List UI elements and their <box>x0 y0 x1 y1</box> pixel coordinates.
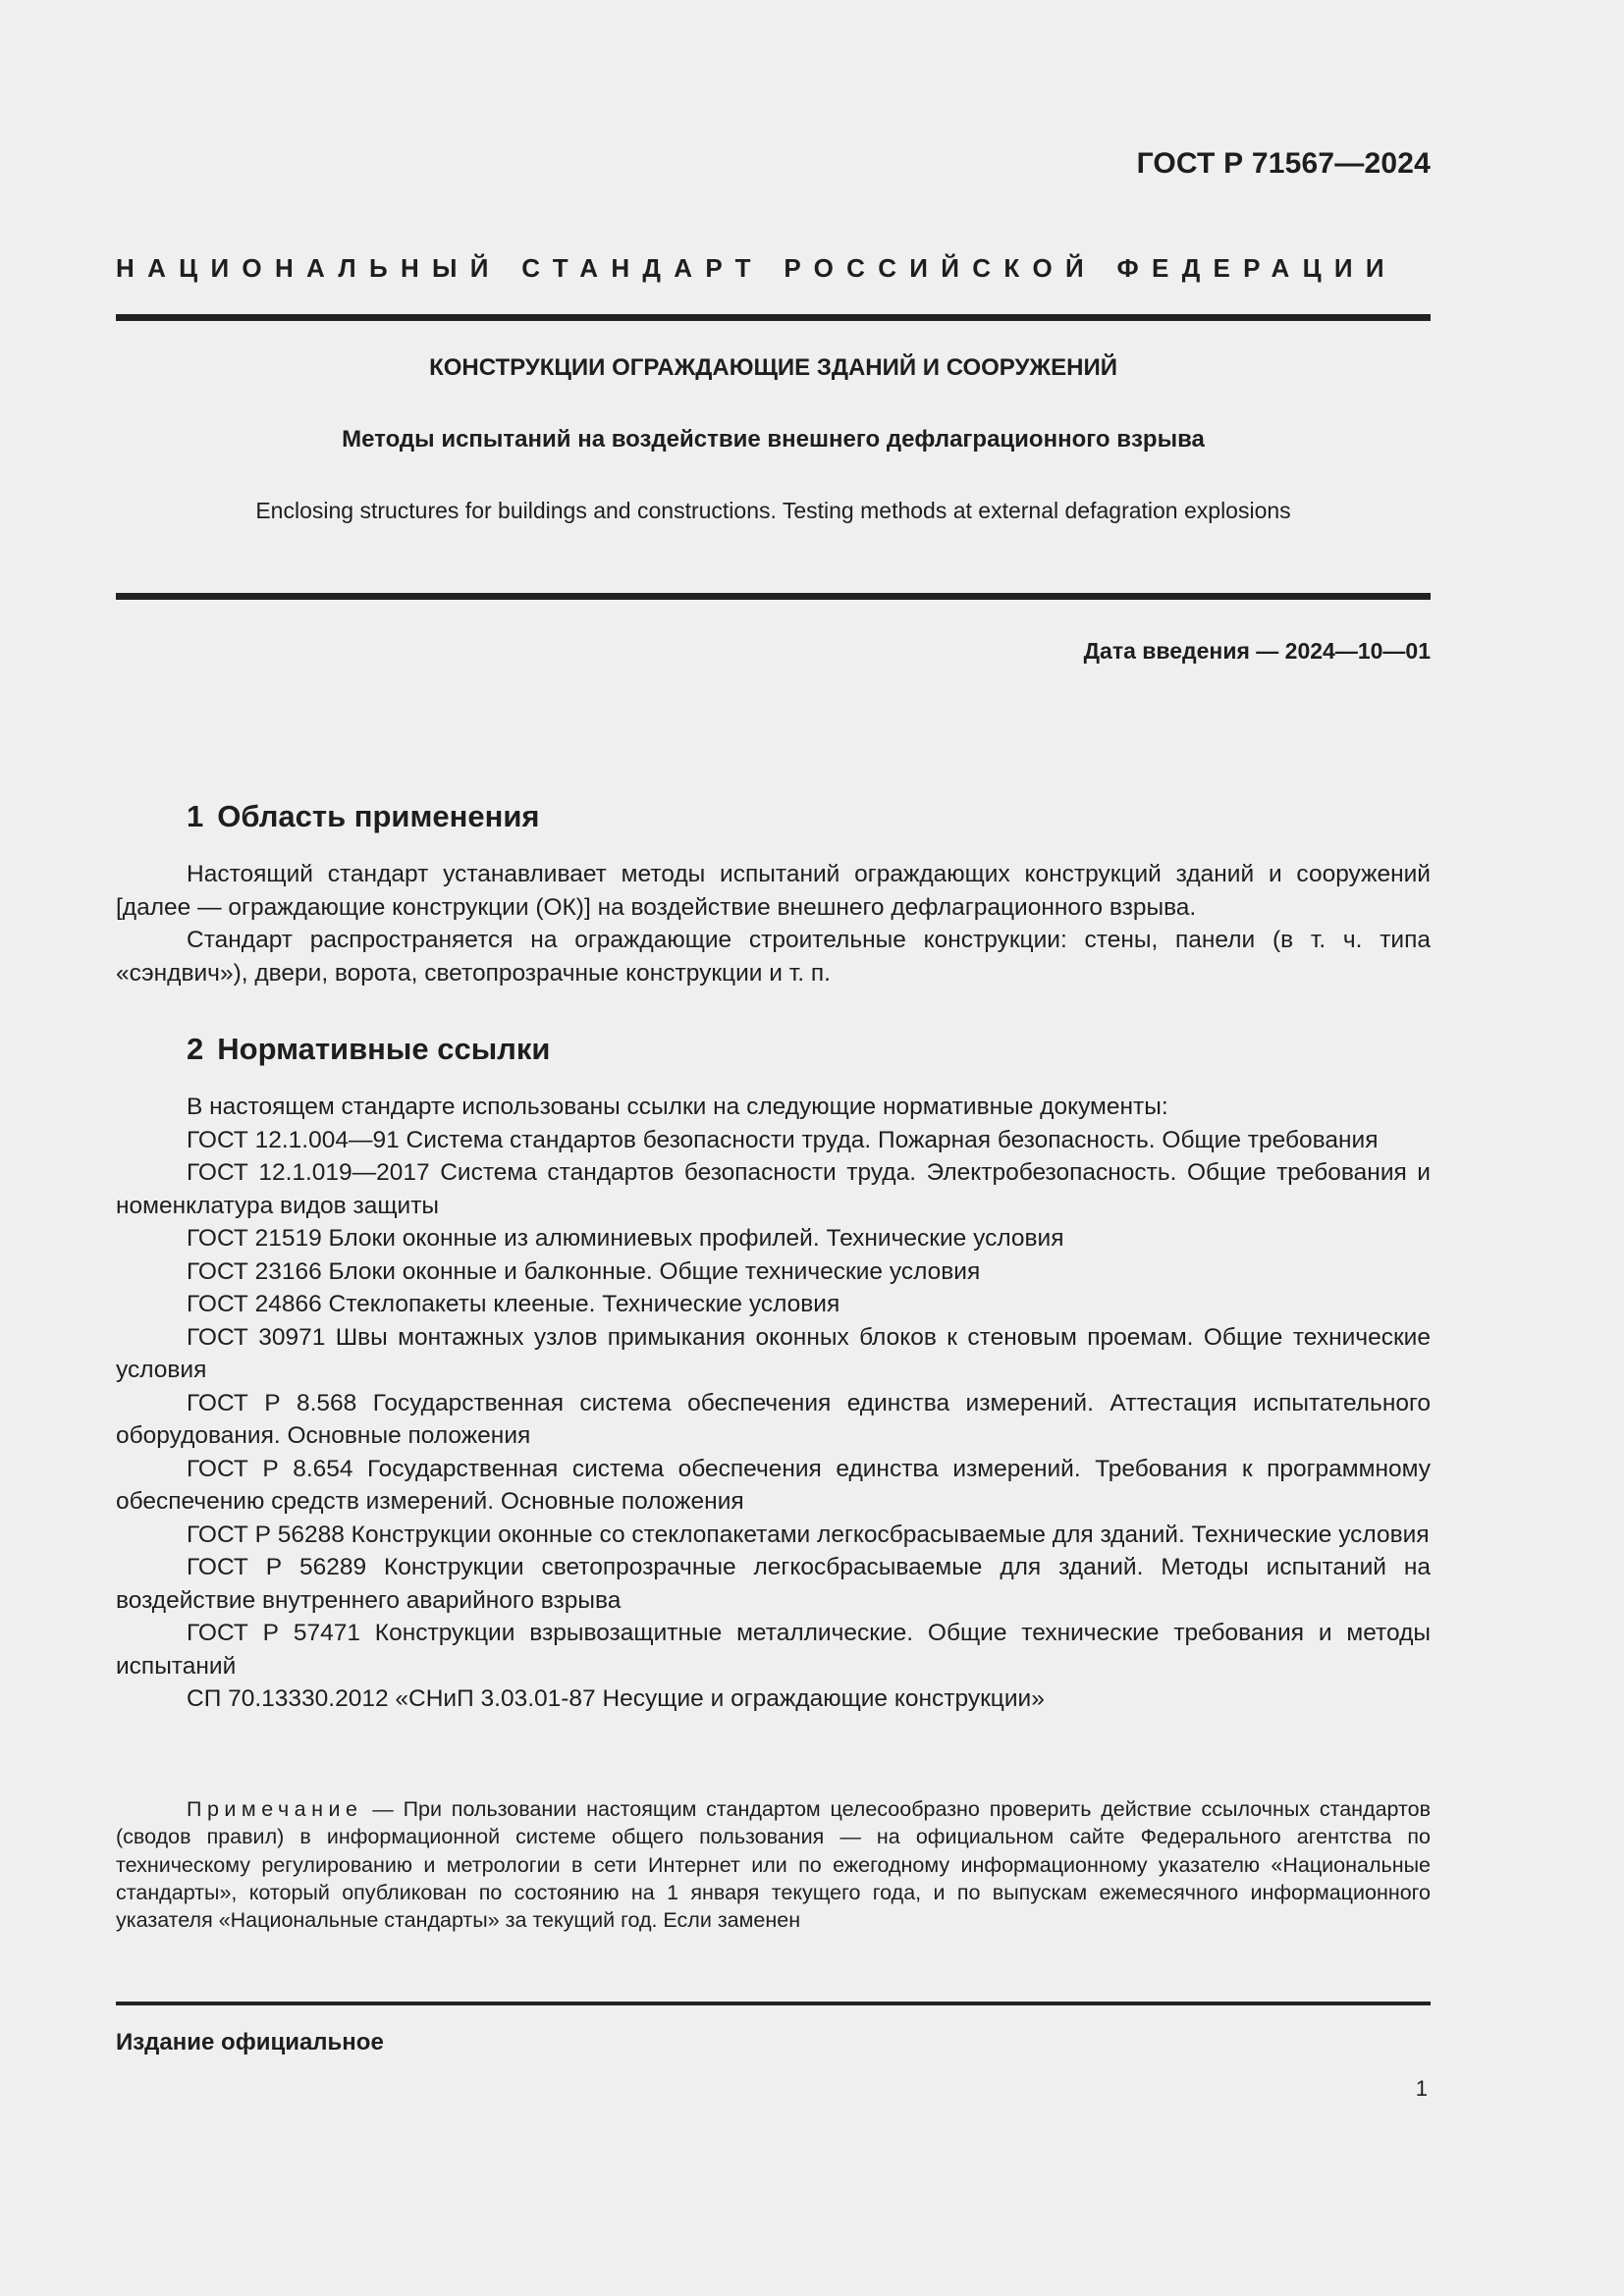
references-intro: В настоящем стандарте использованы ссылки на следующие нормативные документы: <box>187 1094 1168 1120</box>
reference-item: ГОСТ Р 8.568 Государственная система обеспечения единства измерений. Аттестация испытательного оборудования. Основные положения <box>116 1389 1431 1449</box>
reference-item: СП 70.13330.2012 «СНиП 3.03.01-87 Несущие и ограждающие конструкции» <box>187 1685 1045 1712</box>
reference-item: ГОСТ Р 56288 Конструкции оконные со стеклопакетами легкосбрасываемые для зданий. Технические условия <box>187 1521 1430 1548</box>
introduction-date: Дата введения — 2024—10—01 <box>1083 638 1431 664</box>
section-heading-normative-references <box>187 1032 550 1067</box>
section-title: Область применения <box>217 799 540 833</box>
header-divider <box>116 314 1431 321</box>
official-edition-label: Издание официальное <box>116 2029 384 2056</box>
document-code: ГОСТ Р 71567—2024 <box>1136 147 1431 180</box>
note-label: Примечание <box>187 1797 363 1821</box>
national-standard-banner: НАЦИОНАЛЬНЫЙ СТАНДАРТ РОССИЙСКОЙ ФЕДЕРАЦИИ <box>116 253 1397 283</box>
references-list <box>116 1091 1431 1716</box>
reference-item: ГОСТ 12.1.019—2017 Система стандартов безопасности труда. Электробезопасность. Общие требования и номенклатура видов защиты <box>116 1159 1431 1219</box>
reference-item: ГОСТ 23166 Блоки оконные и балконные. Общие технические условия <box>187 1257 981 1285</box>
reference-item: ГОСТ Р 56289 Конструкции светопрозрачные легкосбрасываемые для зданий. Методы испытаний на воздействие внутреннего аварийного взрыва <box>116 1554 1431 1614</box>
reference-item: ГОСТ Р 8.654 Государственная система обеспечения единства измерений. Требования к программному обеспечению средств измерений. Основные положения <box>116 1455 1431 1515</box>
note-text: — При пользовании настоящим стандартом целесообразно проверить действие ссылочных стандартов (сводов правил) в информационной системе общего пользования — на официальном сайте Федерального агентства по техническому регулированию и метрологии в сети Интернет или по ежегодному информационному указателю «Национальные стандарты», который опубликован по состоянию на 1 января текущего года, и по выпускам ежемесячного информационного указателя «Национальные стандарты» за текущий год. Если заменен <box>116 1797 1431 1933</box>
title-divider <box>116 593 1431 600</box>
references-note <box>116 1795 1431 1934</box>
paragraph: Стандарт распространяется на ограждающие строительные конструкции: стены, панели (в т. ч. типа «сэндвич»), двери, ворота, светопрозрачные конструкции и т. п. <box>116 927 1431 987</box>
section-title: Нормативные ссылки <box>217 1032 551 1066</box>
reference-item: ГОСТ Р 57471 Конструкции взрывозащитные металлические. Общие технические требования и методы испытаний <box>116 1620 1431 1680</box>
paragraph: Настоящий стандарт устанавливает методы испытаний ограждающих конструкций зданий и сооружений [далее — ограждающие конструкции (ОК)] на воздействие внешнего дефлаграционного взрыва. <box>116 861 1431 921</box>
section-heading-scope <box>187 799 540 834</box>
page-number: 1 <box>1415 2076 1428 2101</box>
reference-item: ГОСТ 21519 Блоки оконные из алюминиевых профилей. Технические условия <box>187 1225 1064 1252</box>
footer-divider <box>116 2002 1431 2005</box>
reference-item: ГОСТ 12.1.004—91 Система стандартов безопасности труда. Пожарная безопасность. Общие требования <box>187 1126 1379 1153</box>
reference-item: ГОСТ 24866 Стеклопакеты клееные. Технические условия <box>187 1291 840 1317</box>
section-number: 2 <box>187 1032 204 1066</box>
section-number: 1 <box>187 799 204 833</box>
reference-item: ГОСТ 30971 Швы монтажных узлов примыкания оконных блоков к стеновым проемам. Общие технические условия <box>116 1323 1431 1383</box>
section-body-scope <box>116 858 1431 989</box>
english-title: Enclosing structures for buildings and constructions. Testing methods at external defagration explosions <box>255 498 1291 523</box>
document-subtitle: Методы испытаний на воздействие внешнего дефлаграционного взрыва <box>342 426 1205 453</box>
document-title: КОНСТРУКЦИИ ОГРАЖДАЮЩИЕ ЗДАНИЙ И СООРУЖЕНИЙ <box>429 354 1117 381</box>
